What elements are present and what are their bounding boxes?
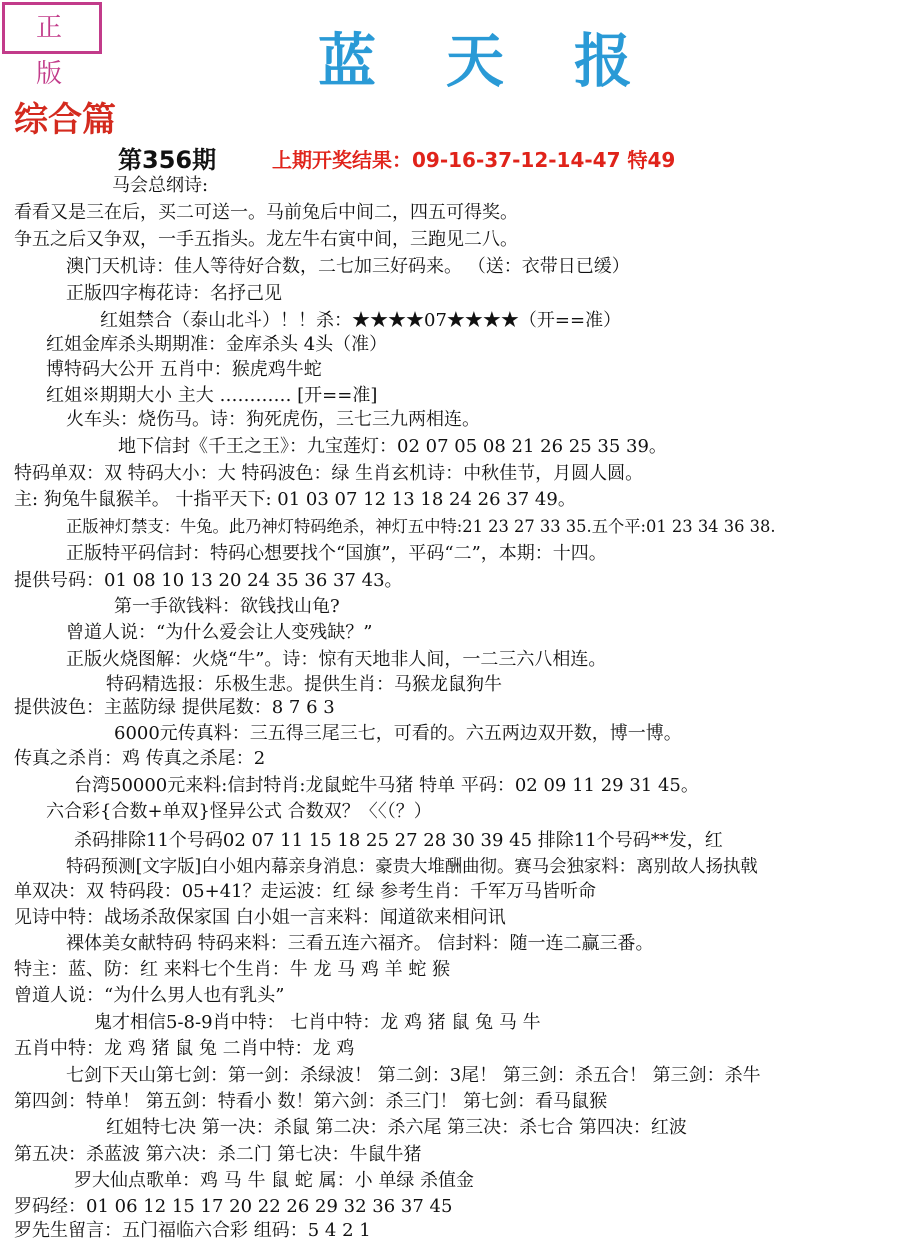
text-line: 罗大仙点歌单：鸡 马 牛 鼠 蛇 属：小 单绿 杀值金 xyxy=(74,1170,475,1191)
text-line: 特码单双：双 特码大小：大 特码波色：绿 生肖玄机诗：中秋佳节，月圆人圆。 xyxy=(14,463,644,484)
section-heading: 综合篇 xyxy=(14,100,116,140)
text-line: 红姐金库杀头期期准：金库杀头 4头（准） xyxy=(46,334,388,355)
text-line: 曾道人说：“为什么爱会让人变残缺？” xyxy=(66,622,373,643)
issue-number: 第356期 xyxy=(118,146,217,174)
edition-badge: 正 版 xyxy=(2,2,102,54)
last-draw-result: 上期开奖结果：09-16-37-12-14-47 特49 xyxy=(272,148,676,172)
text-line: 博特码大公开 五肖中：猴虎鸡牛蛇 xyxy=(46,359,322,380)
text-line: 特码预测[文字版]白小姐内幕亲身消息：豪贵大堆酬曲彻。赛马会独家料：离别故人扬执戟 xyxy=(66,857,758,877)
text-line: 正版特平码信封：特码心想要找个“国旗”，平码“二”，本期：十四。 xyxy=(66,543,607,564)
text-line: 红姐特七决 第一决：杀鼠 第二决：杀六尾 第三决：杀七合 第四决：红波 xyxy=(106,1117,687,1138)
text-line: 正版四字梅花诗：名抒己见 xyxy=(66,283,282,304)
text-line: 马会总纲诗: xyxy=(112,175,209,196)
text-line: 五肖中特：龙 鸡 猪 鼠 兔 二肖中特：龙 鸡 xyxy=(14,1038,355,1059)
text-line: 罗先生留言：五门福临六合彩 组码：5 4 2 1 xyxy=(14,1220,371,1241)
text-line: 曾道人说：“为什么男人也有乳头” xyxy=(14,985,285,1006)
text-line: 6000元传真料：三五得三尾三七，可看的。六五两边双开数，博一博。 xyxy=(114,723,682,744)
text-line: 见诗中特：战场杀敌保家国 白小姐一言来料：闻道欲来相问讯 xyxy=(14,907,506,928)
text-line: 红姐禁合（泰山北斗）！！杀：★★★★07★★★★（开==准） xyxy=(100,310,622,331)
text-line: 特主：蓝、防：红 来料七个生肖：牛 龙 马 鸡 羊 蛇 猴 xyxy=(14,959,451,980)
text-line: 杀码排除11个号码02 07 11 15 18 25 27 28 30 39 45 排除11个号码**发，红 xyxy=(74,830,723,851)
text-line: 正版火烧图解：火烧“牛”。诗：惊有天地非人间，一二三六八相连。 xyxy=(66,649,607,670)
text-line: 第一手欲钱料：欲钱找山龟? xyxy=(114,596,340,617)
text-line: 提供号码：01 08 10 13 20 24 35 36 37 43。 xyxy=(14,570,403,591)
text-line: 主: 狗兔牛鼠猴羊。 十指平天下: 01 03 07 12 13 18 24 26 37 49。 xyxy=(14,489,576,510)
text-line: 裸体美女献特码 特码来料：三看五连六福齐。 信封料：随一连二赢三番。 xyxy=(66,933,654,954)
text-line: 正版神灯禁支：牛兔。此乃神灯特码绝杀，神灯五中特:21 23 27 33 35.五个平:01 23 34 36 38. xyxy=(66,517,776,536)
text-line: 看看又是三在后，买二可送一。马前兔后中间二，四五可得奖。 xyxy=(14,202,518,223)
text-line: 地下信封《千王之王》：九宝莲灯：02 07 05 08 21 26 25 35 39。 xyxy=(118,436,667,457)
text-line: 单双决：双 特码段：05+41？走运波：红 绿 参考生肖：千军万马皆听命 xyxy=(14,881,597,902)
text-line: 争五之后又争双，一手五指头。龙左牛右寅中间，三跑见二八。 xyxy=(14,229,518,250)
text-line: 罗码经：01 06 12 15 17 20 22 26 29 32 36 37 45 xyxy=(14,1196,453,1217)
text-line: 六合彩{合数+单双}怪异公式 合数双？〈〈（？） xyxy=(46,801,432,822)
text-line: 澳门天机诗：佳人等待好合数，二七加三好码来。 （送：衣带日已缓） xyxy=(66,256,630,277)
text-line: 火车头：烧伤马。诗：狗死虎伤，三七三九两相连。 xyxy=(66,409,480,430)
text-line: 鬼才相信5-8-9肖中特： 七肖中特：龙 鸡 猪 鼠 兔 马 牛 xyxy=(94,1012,541,1033)
text-line: 台湾50000元来料:信封特肖:龙鼠蛇牛马猪 特单 平码：02 09 11 29 31 45。 xyxy=(74,775,699,796)
text-line: 传真之杀肖：鸡 传真之杀尾：2 xyxy=(14,748,266,769)
newspaper-title: 蓝天报 xyxy=(317,27,702,95)
text-line: 第四剑：特单！ 第五剑：特看小 数！第六剑：杀三门！ 第七剑：看马鼠猴 xyxy=(14,1091,608,1112)
text-line: 特码精选报：乐极生悲。提供生肖：马猴龙鼠狗牛 xyxy=(106,674,502,695)
text-line: 七剑下天山第七剑：第一剑：杀绿波！ 第二剑：3尾！ 第三剑：杀五合！ 第三剑：杀牛 xyxy=(66,1065,761,1086)
text-line: 提供波色：主蓝防绿 提供尾数：8 7 6 3 xyxy=(14,697,335,718)
text-line: 第五决：杀蓝波 第六决：杀二门 第七决：牛鼠牛猪 xyxy=(14,1144,422,1165)
text-line: 红姐※期期大小 主大 ………… [开==准] xyxy=(46,385,378,406)
